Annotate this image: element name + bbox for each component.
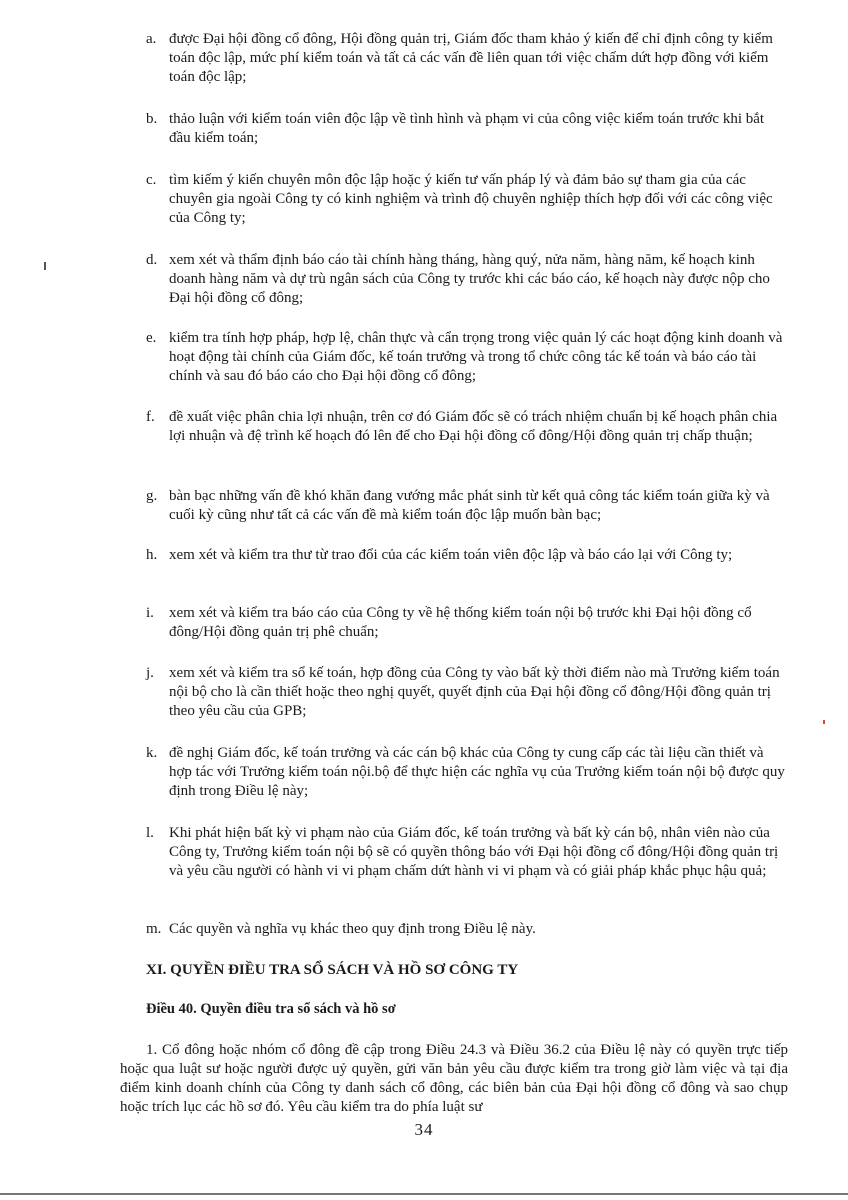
item-text: thảo luận với kiểm toán viên độc lập về tình hình và phạm vi của công việc kiểm toán trước khi bắt đầu kiểm toán; bbox=[169, 111, 765, 146]
list-item-b bbox=[146, 110, 786, 148]
list-item-d bbox=[146, 251, 786, 308]
item-label: b. bbox=[146, 111, 158, 127]
list-item-k bbox=[146, 744, 786, 801]
item-text: xem xét và kiểm tra sổ kế toán, hợp đồng của Công ty vào bất kỳ thời điểm nào mà Trưởng kiểm toán nội bộ cho là cần thiết hoặc theo nghị quyết, quyết định của Đại hội đồng cổ đông/Hội đồng quản trị theo yêu cầu của GPB; bbox=[169, 665, 780, 719]
item-text: xem xét và kiểm tra báo cáo của Công ty về hệ thống kiểm toán nội bộ trước khi Đại hội đồng cổ đông/Hội đồng quản trị phê chuẩn; bbox=[169, 605, 752, 640]
item-label: m. bbox=[146, 921, 162, 937]
item-text: được Đại hội đồng cổ đông, Hội đồng quản trị, Giám đốc tham khảo ý kiến để chỉ định công ty kiểm toán độc lập, mức phí kiểm toán và tất cả các vấn đề liên quan tới việc chấm dứt hợp đồng với kiểm toán độc lập; bbox=[169, 31, 773, 85]
list-item-l bbox=[146, 824, 786, 881]
list-item-e bbox=[146, 329, 786, 386]
item-label: l. bbox=[146, 825, 154, 841]
list-item-m bbox=[146, 920, 786, 939]
item-text: kiểm tra tính hợp pháp, hợp lệ, chân thực và cẩn trọng trong việc quản lý các hoạt động kinh doanh và hoạt động tài chính của Giám đốc, kế toán trưởng và trong tổ chức công tác kế toán và báo cáo tài chính và sau đó báo cáo cho Đại hội đồng cổ đông; bbox=[169, 330, 783, 384]
item-label: e. bbox=[146, 330, 157, 346]
item-label: g. bbox=[146, 488, 158, 504]
section-heading: XI. QUYỀN ĐIỀU TRA SỔ SÁCH VÀ HỒ SƠ CÔNG TY bbox=[146, 962, 519, 978]
item-text: đề xuất việc phân chia lợi nhuận, trên cơ đó Giám đốc sẽ có trách nhiệm chuẩn bị kế hoạch phân chia lợi nhuận và đệ trình kế hoạch đó lên để cho Đại hội đồng cổ đông/Hội đồng quản trị chấp thuận; bbox=[169, 409, 778, 444]
item-label: h. bbox=[146, 547, 158, 563]
item-label: k. bbox=[146, 745, 158, 761]
item-text: Khi phát hiện bất kỳ vi phạm nào của Giám đốc, kế toán trưởng và bất kỳ cán bộ, nhân viên nào của Công ty, Trưởng kiểm toán nội bộ sẽ có quyền thông báo với Đại hội đồng cổ đông/Hội đồng quản trị và yêu cầu người có hành vi vi phạm chấm dứt hành vi vi phạm và có giải pháp khắc phục hậu quả; bbox=[169, 825, 779, 879]
item-text: xem xét và thẩm định báo cáo tài chính hàng tháng, hàng quý, nửa năm, hàng năm, kế hoạch kinh doanh hàng năm và dự trù ngân sách của Công ty trước khi các báo cáo, kế hoạch này được nộp cho Đại hội đồng cổ đông; bbox=[169, 252, 770, 306]
list-item-g bbox=[146, 487, 786, 525]
item-label: f. bbox=[146, 409, 155, 425]
list-item-c bbox=[146, 171, 786, 228]
article-heading: Điều 40. Quyền điều tra sổ sách và hồ sơ bbox=[146, 1001, 396, 1017]
item-text: Các quyền và nghĩa vụ khác theo quy định trong Điều lệ này. bbox=[169, 921, 536, 937]
item-text: tìm kiếm ý kiến chuyên môn độc lập hoặc ý kiến tư vấn pháp lý và đảm bảo sự tham gia của các chuyên gia ngoài Công ty có kinh nghiệm và trình độ chuyên nghiệp thích hợp đối với các công việc của Công ty; bbox=[169, 172, 773, 226]
item-label: i. bbox=[146, 605, 154, 621]
item-text: đề nghị Giám đốc, kế toán trưởng và các cán bộ khác của Công ty cung cấp các tài liệu cần thiết và hợp tác với Trưởng kiểm toán nội.bộ để thực hiện các nghĩa vụ của Trưởng kiểm toán nội bộ được quy định trong Điều lệ này; bbox=[169, 745, 785, 799]
scan-edge-line bbox=[0, 1193, 848, 1195]
list-item-j bbox=[146, 664, 786, 721]
item-text: bàn bạc những vấn đề khó khăn đang vướng mắc phát sinh từ kết quả công tác kiểm toán giữa kỳ và cuối kỳ cũng như tất cả các vấn đề mà kiểm toán độc lập muốn bàn bạc; bbox=[169, 488, 770, 523]
item-text: xem xét và kiểm tra thư từ trao đổi của các kiểm toán viên độc lập và báo cáo lại với Công ty; bbox=[169, 547, 733, 563]
list-item-h bbox=[146, 546, 786, 565]
item-label: a. bbox=[146, 31, 157, 47]
item-label: c. bbox=[146, 172, 157, 188]
item-label: j. bbox=[146, 665, 154, 681]
list-item-a bbox=[146, 30, 786, 87]
scan-speck bbox=[44, 262, 46, 270]
list-item-f bbox=[146, 408, 786, 446]
scan-speck bbox=[823, 720, 825, 724]
list-item-i bbox=[146, 604, 786, 642]
paragraph-1: 1. Cổ đông hoặc nhóm cổ đông đề cập trong Điều 24.3 và Điều 36.2 của Điều lệ này có quyền trực tiếp hoặc qua luật sư hoặc người được uỷ quyền, gửi văn bản yêu cầu được kiểm tra trong giờ làm việc và tại địa điểm kinh doanh chính của Công ty danh sách cổ đông, các biên bản của Đại hội đồng cổ đông và sao chụp hoặc trích lục các hồ sơ đó. Yêu cầu kiểm tra do phía luật sư bbox=[120, 1042, 788, 1115]
item-label: d. bbox=[146, 252, 158, 268]
page-number: 34 bbox=[414, 1120, 434, 1139]
